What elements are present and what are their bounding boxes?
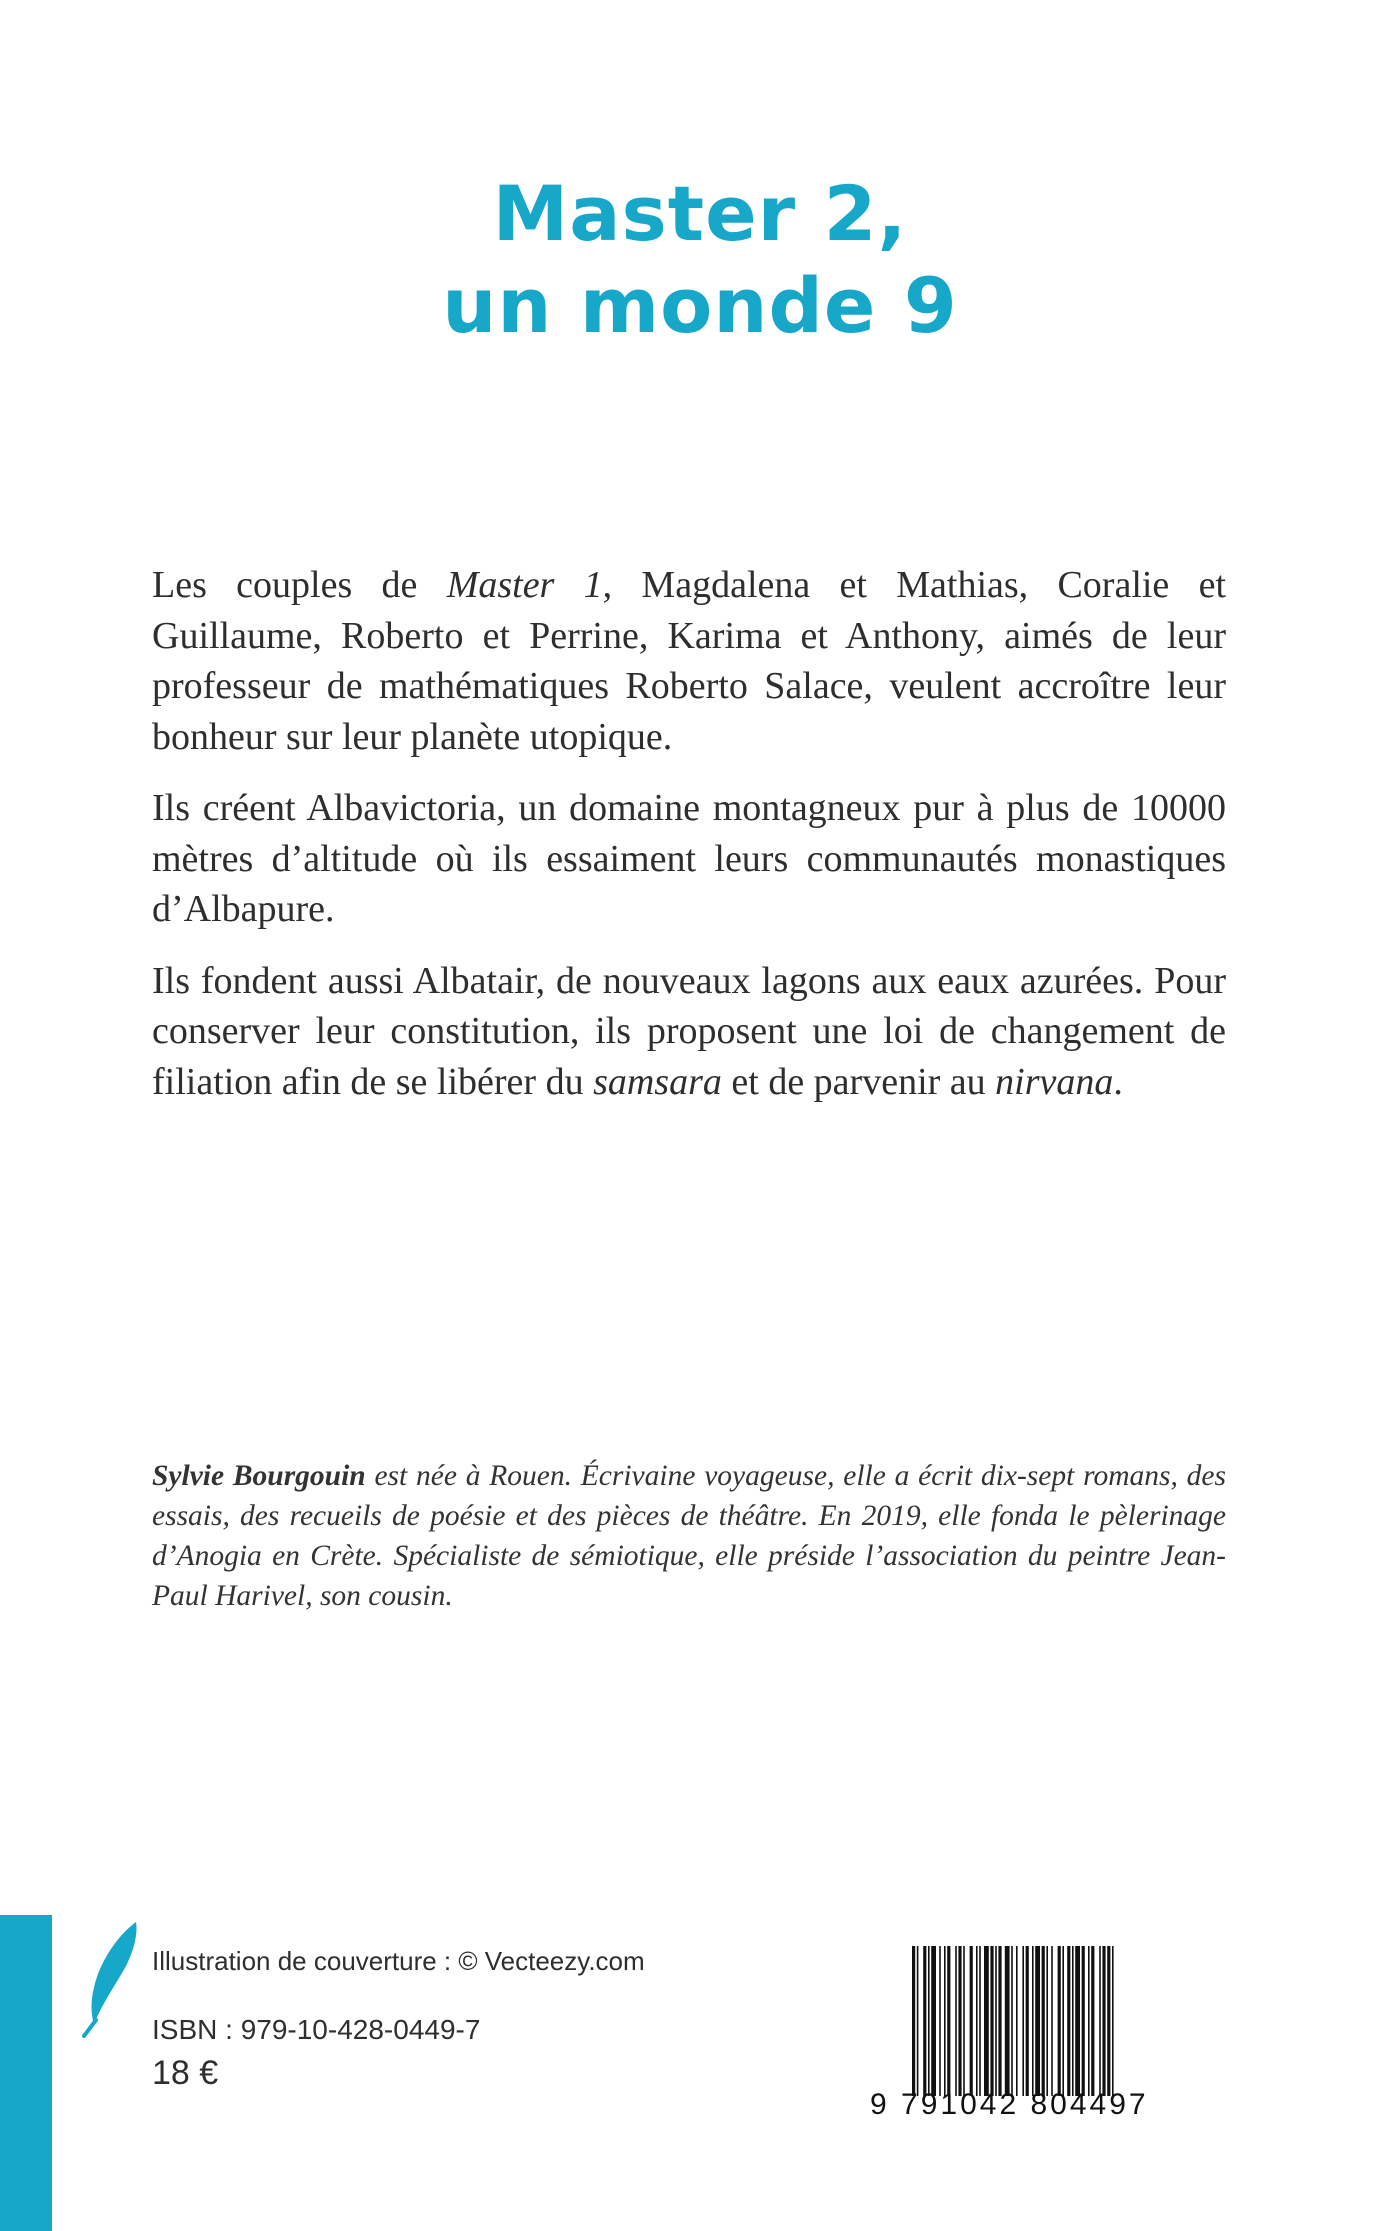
- blurb-italic: Master 1: [446, 564, 603, 606]
- barcode-bar: [984, 1946, 989, 2096]
- blurb-paragraph-1: [152, 560, 1226, 762]
- book-title: [0, 168, 1400, 352]
- barcode-bar: [990, 1946, 993, 2096]
- barcode-bar: [1011, 1946, 1013, 2096]
- barcode-bar: [1072, 1946, 1074, 2096]
- blurb-text: Les couples de: [152, 564, 447, 606]
- accent-bar: [0, 1915, 52, 2231]
- author-bio: [152, 1456, 1226, 1616]
- barcode-bar: [1067, 1946, 1070, 2096]
- blurb-paragraph-3: [152, 956, 1226, 1108]
- blurb-paragraph-2: Ils créent Albavictoria, un domaine montagneux pur à plus de 10000 mètres d’altitude où ils essaiment leurs communautés monastiques d’Albapure.: [152, 787, 1226, 930]
- barcode-bar: [923, 1946, 926, 2096]
- barcode-bar: [1026, 1946, 1029, 2096]
- barcode-bar: [917, 1946, 919, 2096]
- barcode-bar: [944, 1946, 946, 2096]
- barcode-bar: [1082, 1946, 1085, 2096]
- barcode-bar: [970, 1946, 973, 2096]
- barcode-bar: [1075, 1946, 1080, 2096]
- barcode-bar: [1099, 1946, 1101, 2096]
- barcode-bar: [979, 1946, 981, 2096]
- barcode-bar: [1102, 1946, 1105, 2096]
- barcode-bar: [1005, 1946, 1010, 2096]
- barcode-bar: [947, 1946, 950, 2096]
- cover-credit: Illustration de couverture : © Vecteezy.com: [152, 1946, 645, 1976]
- feather-icon: [82, 1920, 140, 2038]
- barcode-bar: [998, 1946, 1001, 2096]
- author-name: Sylvie Bourgouin: [152, 1460, 366, 1492]
- bio-text: est née à Rouen. Écrivaine voyageuse, elle a écrit dix-sept romans, des essais, des recueils de poésie et des pièces de théâtre. En 2019, elle fonda le pèlerinage d’Anogia en Crète. Spécialiste de sémiotique, elle préside l’association du peintre Jean-Paul Harivel, son cousin.: [152, 1460, 1226, 1612]
- barcode-number: 9 791042 804497: [870, 2088, 1149, 2121]
- barcode-bar: [931, 1946, 936, 2096]
- isbn: ISBN : 979-10-428-0449-7: [152, 2014, 481, 2045]
- title-line-1: Master 2,: [492, 169, 908, 258]
- barcode-bar: [1035, 1946, 1040, 2096]
- blurb-italic: samsara: [593, 1060, 722, 1103]
- barcode-bar: [1016, 1946, 1018, 2096]
- barcode-bar: [928, 1946, 930, 2096]
- barcode-bar: [995, 1946, 997, 2096]
- barcode-bar: [958, 1946, 961, 2096]
- blurb: [152, 560, 1226, 1128]
- barcode-bar: [1058, 1946, 1061, 2096]
- barcode-bar: [1032, 1946, 1034, 2096]
- title-line-2: un monde 9: [442, 261, 958, 350]
- price: 18 €: [152, 2054, 219, 2092]
- barcode-bar: [1062, 1946, 1064, 2096]
- blurb-text: et de parvenir au: [721, 1060, 996, 1103]
- barcode-bar: [976, 1946, 978, 2096]
- barcode-bar: [912, 1946, 915, 2096]
- blurb-italic: nirvana: [995, 1060, 1114, 1103]
- barcode-bar: [1042, 1946, 1045, 2096]
- blurb-text: .: [1113, 1060, 1123, 1103]
- barcode-bar: [963, 1946, 965, 2096]
- barcode-bar: [1112, 1946, 1114, 2096]
- blurb-text: Ils fondent aussi Albatair, de nouveaux lagons aux eaux azurées. Pour conserver leur constitution, ils proposent une loi de changement de filiation afin de se libérer du: [152, 959, 1226, 1103]
- barcode-bar: [1022, 1946, 1024, 2096]
- barcode-bar: [1107, 1946, 1110, 2096]
- barcode-bar: [939, 1946, 941, 2096]
- blurb-text: , Magdalena et Mathias, Coralie et Guillaume, Roberto et Perrine, Karima et Anthony, aimés de leur professeur de mathématiques Roberto Salace, veulent accroître leur bonheur sur leur planète utopique.: [152, 564, 1227, 758]
- barcode: [912, 1946, 1214, 2096]
- barcode-bar: [1046, 1946, 1048, 2096]
- barcode-bar: [1051, 1946, 1053, 2096]
- barcode-bar: [955, 1946, 957, 2096]
- barcode-bar: [1091, 1946, 1094, 2096]
- barcode-bar: [1088, 1946, 1090, 2096]
